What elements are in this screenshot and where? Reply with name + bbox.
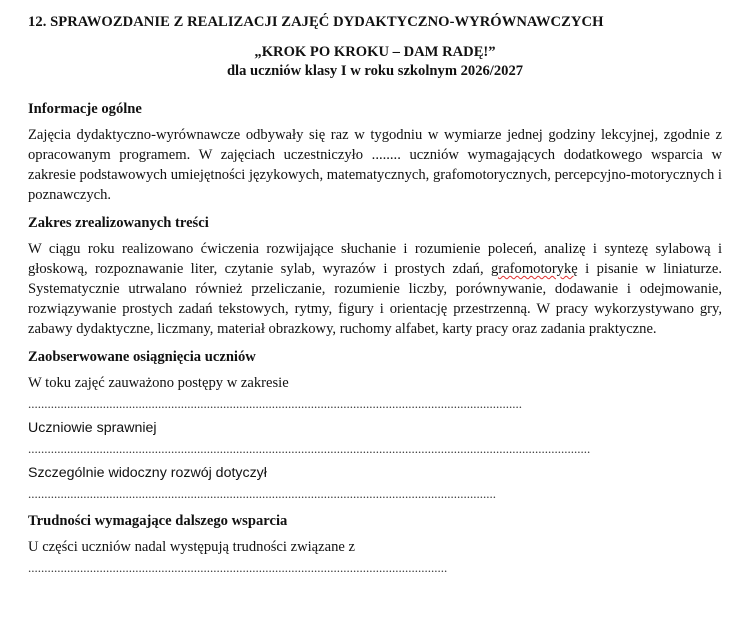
fill-line-more-skilled[interactable]: ............................................................................................................................................................................. <box>28 441 591 456</box>
general-info-paragraph: Zajęcia dydaktyczno-wyrównawcze odbywały się raz w tygodniu w wymiarze jednej godziny lekcyjnej, zgodnie z opracowanym programem. W zajęciach uczestniczyło ........ uczniów wymagających dodatkowego wsparcia w zakresie podstawowych umiejętności językowych, matematycznych, grafomotorycznych, percepcyjno-motorycznych i poznawczych. <box>28 127 722 203</box>
achievements-prompt-development: Szczególnie widoczny rozwój dotyczył <box>28 465 267 481</box>
scope-paragraph <box>28 239 722 339</box>
scope-text-end: i pisanie w liniaturze. Systematycznie utrwalano również przeliczanie, rozumienie liczby, porównywanie, dodawanie i odejmowanie, rozwiązywanie prostych zadań tekstowych, rytmy, figury i orientację przestrzenną. W pracy wykorzystywano gry, zabawy dydaktyczne, liczmany, materiał obrazkowy, ruchomy alfabet, karty pracy oraz zadania praktyczne. <box>28 261 722 337</box>
fill-line-progress[interactable]: ........................................................................................................................................................ <box>28 396 522 411</box>
difficulties-prompt: U części uczniów nadal występują trudności związane z <box>28 539 356 555</box>
spellcheck-flagged-word: grafomotorykę <box>491 261 578 277</box>
program-audience: dla uczniów klasy I w roku szkolnym 2026/2027 <box>226 63 524 79</box>
document-page <box>28 12 722 582</box>
achievements-prompt-progress: W toku zajęć zauważono postępy w zakresie <box>28 375 289 391</box>
section-heading-difficulties: Trudności wymagające dalszego wsparcia <box>28 513 288 529</box>
scope-text-start: W ciągu roku realizowano ćwiczenia rozwijające słuchanie i rozumienie poleceń, analizę i syntezę sylabową i głoskową, rozpoznawanie liter, czytanie sylab, wyrazów i prostych zdań, <box>28 241 722 277</box>
program-name: „KROK PO KROKU – DAM RADĘ!” <box>254 44 496 60</box>
section-heading-scope: Zakres zrealizowanych treści <box>28 215 209 231</box>
section-heading-general-info: Informacje ogólne <box>28 101 142 117</box>
fill-line-difficulties[interactable]: ................................................................................................................................. <box>28 560 448 575</box>
fill-line-development[interactable]: ................................................................................................................................................ <box>28 486 496 501</box>
document-title: 12. SPRAWOZDANIE Z REALIZACJI ZAJĘĆ DYDAKTYCZNO-WYRÓWNAWCZYCH <box>28 14 604 30</box>
achievements-prompt-more-skilled: Uczniowie sprawniej <box>28 420 157 436</box>
section-heading-achievements: Zaobserwowane osiągnięcia uczniów <box>28 349 256 365</box>
